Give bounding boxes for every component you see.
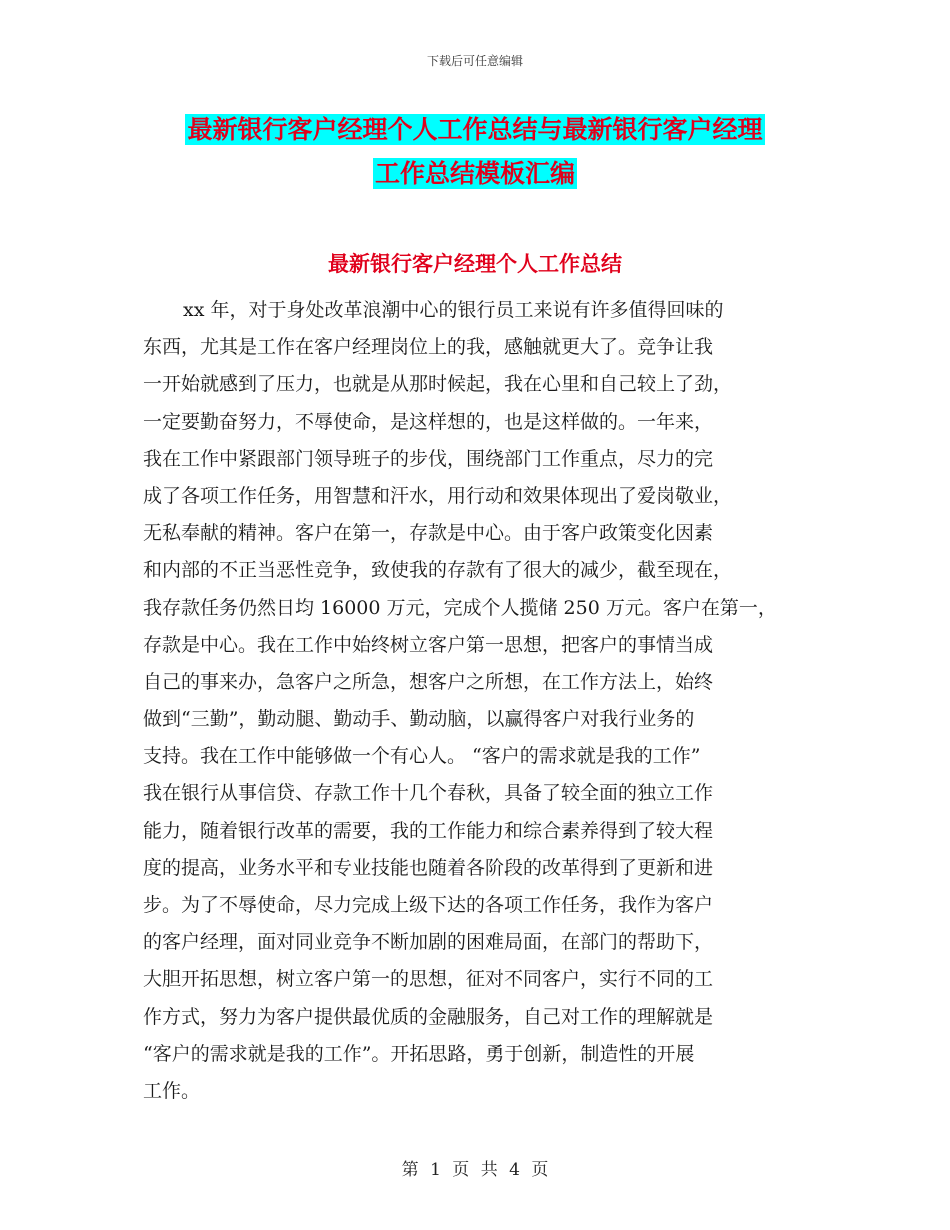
header-note: 下载后可任意编辑 xyxy=(426,54,523,68)
body-line: 作方式，努力为客户提供最优质的金融服务，自己对工作的理解就是 xyxy=(143,1005,714,1028)
body-paragraph xyxy=(143,292,833,1110)
body-line: xx 年，对于身处改革浪潮中心的银行员工来说有许多值得回味的 xyxy=(183,299,724,321)
section-title: 最新银行客户经理个人工作总结 xyxy=(328,252,622,276)
body-line: 一开始就感到了压力，也就是从那时候起，我在心里和自己较上了劲， xyxy=(143,373,733,396)
document-title-line-2 xyxy=(0,157,950,191)
body-line: 我在工作中紧跟部门领导班子的步伐，围绕部门工作重点，尽力的完 xyxy=(143,447,714,470)
body-line: 东西，尤其是工作在客户经理岗位上的我，感触就更大了。竞争让我 xyxy=(143,336,714,359)
body-line: 和内部的不正当恶性竞争，致使我的存款有了很大的减少，截至现在， xyxy=(143,559,733,582)
body-line: 成了各项工作任务，用智慧和汗水，用行动和效果体现出了爱岗敬业， xyxy=(143,484,733,507)
body-line: 存款是中心。我在工作中始终树立客户第一思想，把客户的事情当成 xyxy=(143,633,714,656)
document-title-text-1: 最新银行客户经理个人工作总结与最新银行客户经理 xyxy=(187,115,763,144)
page-footer: 第 1 页 共 4 页 xyxy=(401,1160,549,1180)
document-title-text-2: 工作总结模板汇编 xyxy=(374,159,575,188)
body-line: “客户的需求就是我的工作”。开拓思路，勇于创新，制造性的开展 xyxy=(143,1042,695,1065)
body-line: 度的提高，业务水平和专业技能也随着各阶段的改革得到了更新和进 xyxy=(143,856,714,879)
body-line: 自己的事来办，急客户之所急，想客户之所想，在工作方法上，始终 xyxy=(143,670,714,693)
body-line: 步。为了不辱使命，尽力完成上级下达的各项工作任务，我作为客户 xyxy=(143,894,714,916)
body-line: 做到“三勤”，勤动腿、勤动手、勤动脑，以赢得客户对我行业务的 xyxy=(143,708,695,731)
body-line: 无私奉献的精神。客户在第一，存款是中心。由于客户政策变化因素 xyxy=(143,522,714,545)
body-line: 能力，随着银行改革的需要，我的工作能力和综合素养得到了较大程 xyxy=(143,819,714,842)
body-line: 我在银行从事信贷、存款工作十几个春秋，具备了较全面的独立工作 xyxy=(143,782,714,805)
document-title-line-1 xyxy=(0,113,950,147)
body-line: 的客户经理，面对同业竞争不断加剧的困难局面，在部门的帮助下， xyxy=(143,931,714,954)
body-line: 一定要勤奋努力，不辱使命，是这样想的，也是这样做的。一年来， xyxy=(143,410,714,433)
body-line: 支持。我在工作中能够做一个有心人。 “客户的需求就是我的工作” xyxy=(143,745,701,768)
body-line: 大胆开拓思想，树立客户第一的思想，征对不同客户，实行不同的工 xyxy=(143,968,714,991)
body-line: 工作。 xyxy=(143,1079,201,1102)
body-line: 我存款任务仍然日均 16000 万元，完成个人揽储 250 万元。客户在第一， xyxy=(143,596,777,619)
